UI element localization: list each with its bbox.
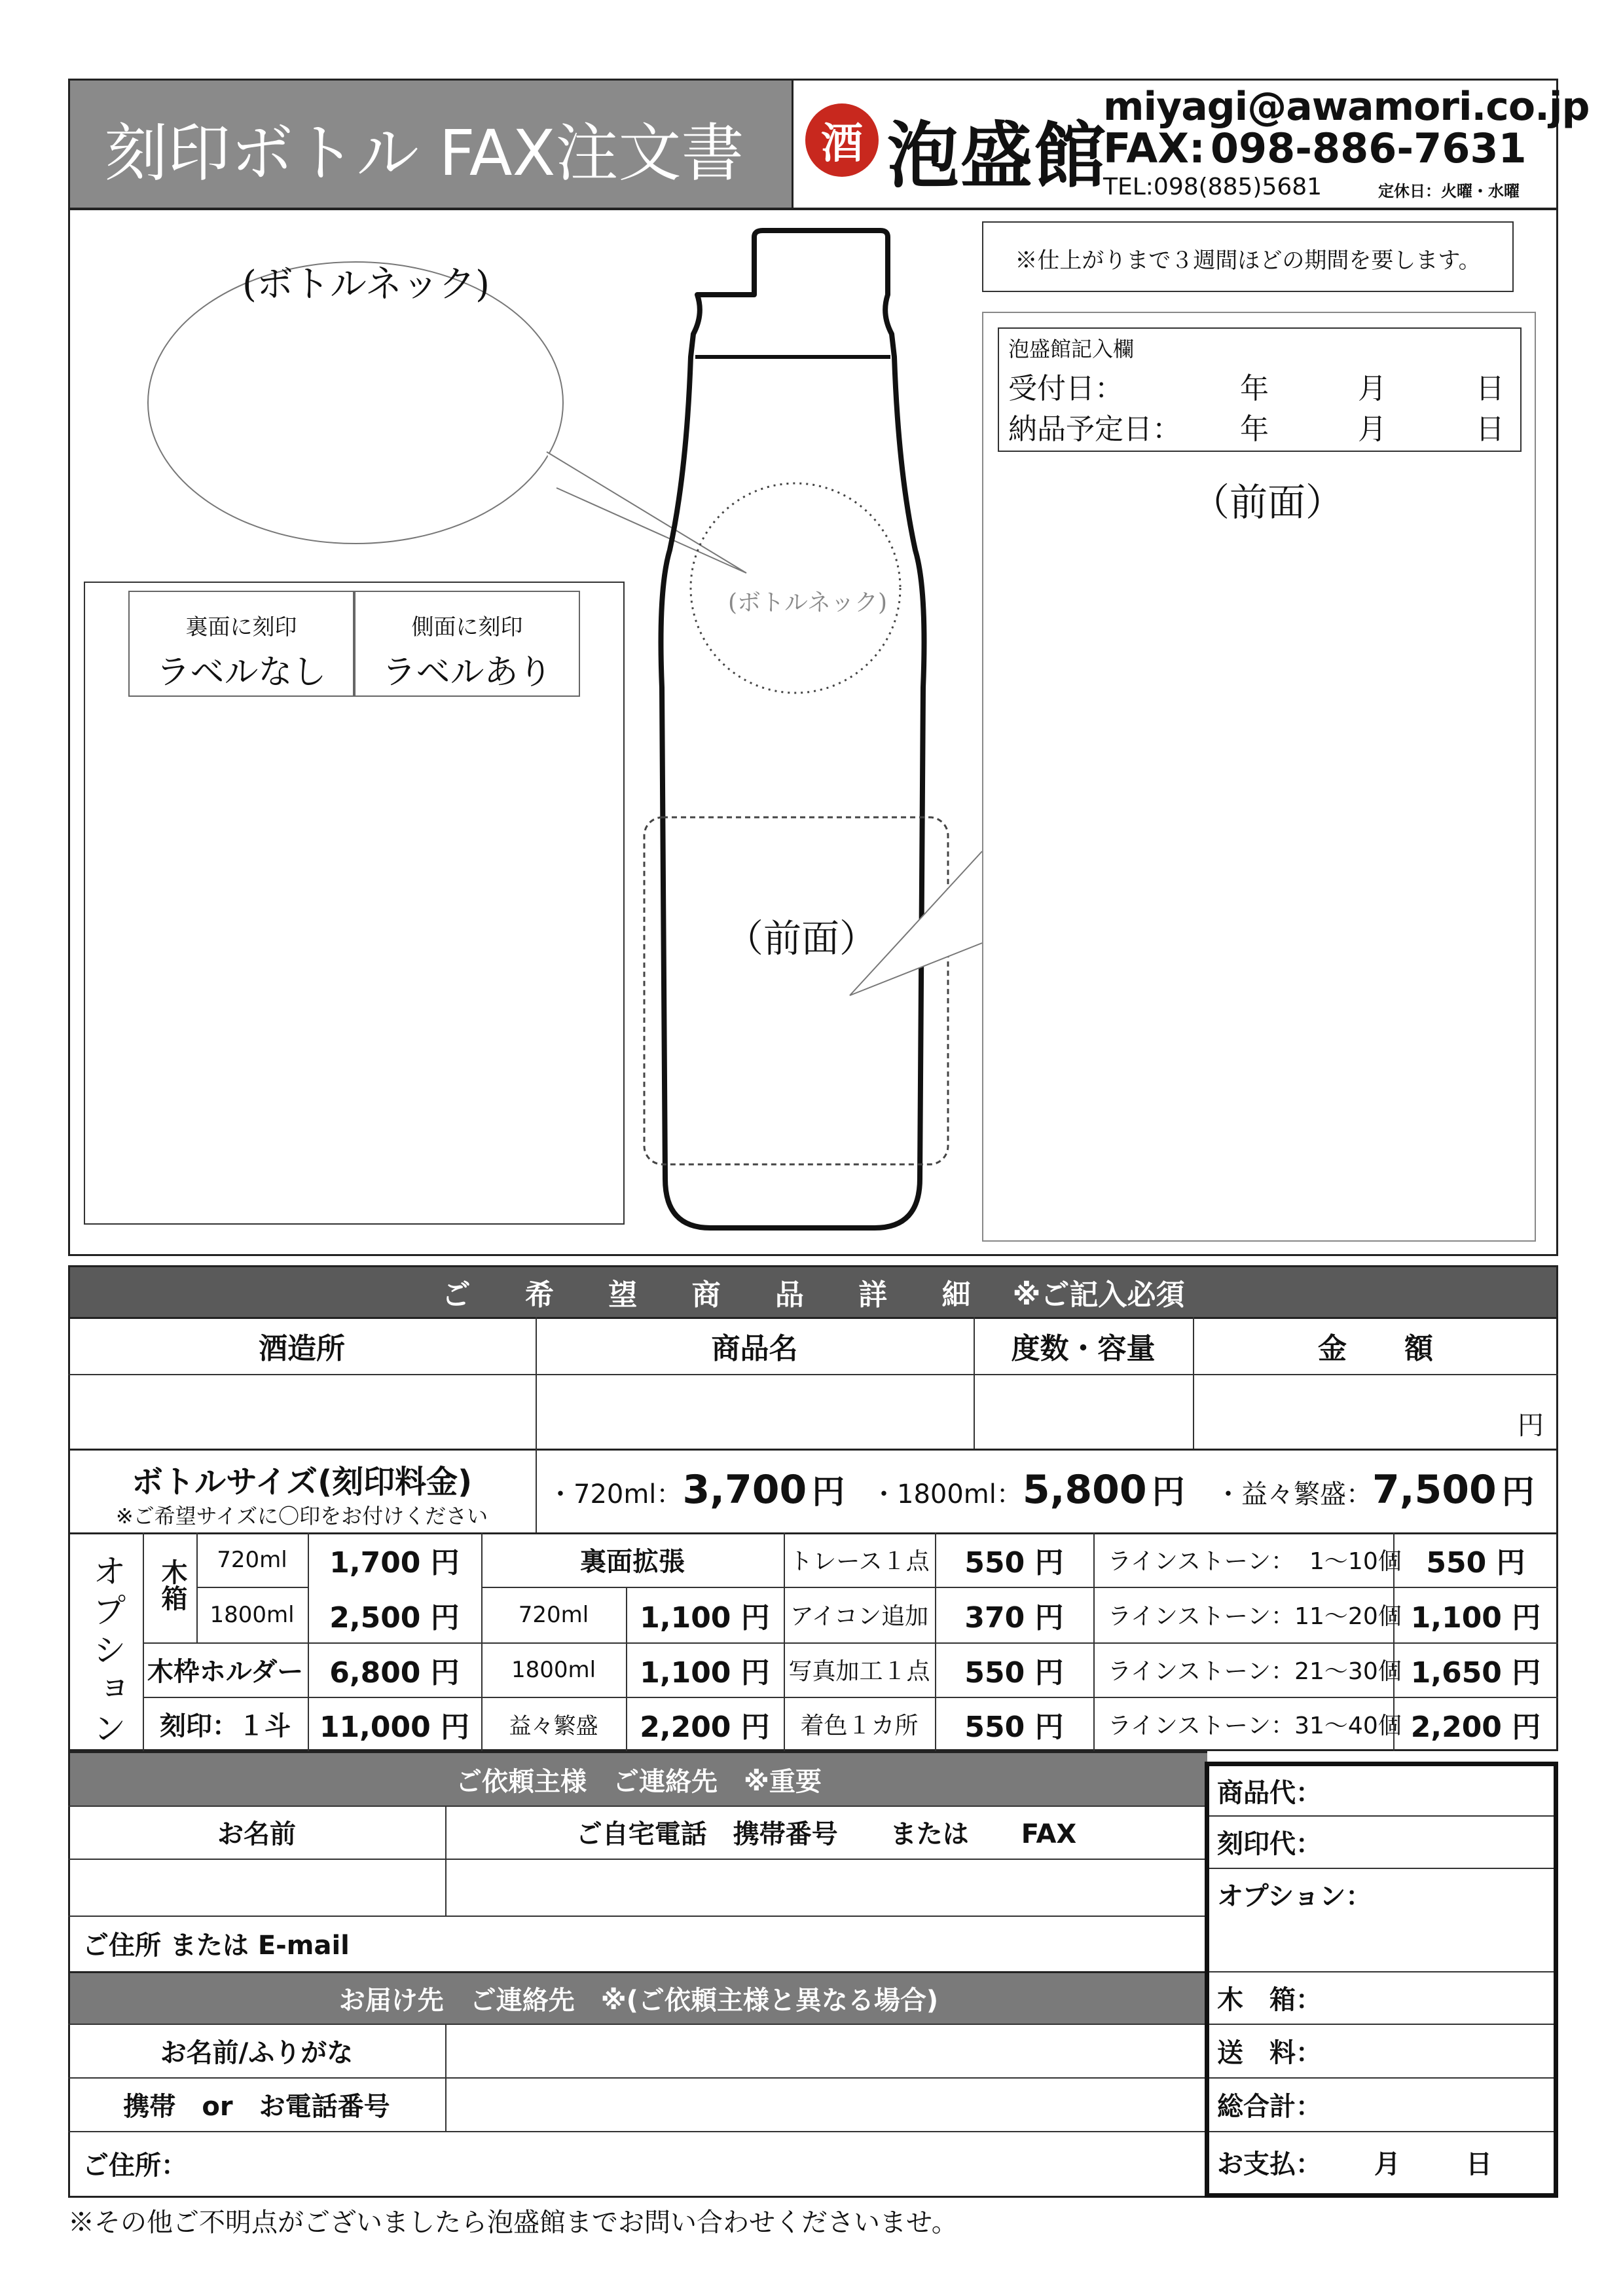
abv-volume-input[interactable]: [974, 1374, 1193, 1449]
logo-glyph: 酒: [821, 119, 863, 168]
notice-text: ※仕上がりまで３週間ほどの期間を要します。: [1015, 248, 1481, 274]
total-wood-box[interactable]: 木 箱：: [1217, 1984, 1322, 2015]
shop-email: miyagi@awamori.co.jp: [1103, 84, 1590, 130]
opt-rs4-price[interactable]: 2,200 円: [1410, 1710, 1541, 1744]
size3-label: ・益々繁盛：: [1215, 1479, 1372, 1509]
opt-be-masu: 益々繁盛: [509, 1713, 598, 1739]
col-brewery: 酒造所: [259, 1331, 345, 1365]
del-phone-input[interactable]: [445, 2077, 1207, 2131]
size1-price: 3,700: [682, 1467, 807, 1513]
wood-box-text: 木箱: [157, 1559, 187, 1611]
total-engrave-fee[interactable]: 刻印代：: [1217, 1828, 1322, 1859]
fax-label: FAX: [1103, 124, 1190, 172]
shop-name: 泡盛館: [887, 113, 1107, 198]
delivery-year: 年: [1240, 413, 1269, 446]
side-engrave-title: 側面に刻印: [411, 614, 523, 640]
del-name-label: お名前/ふりがな: [160, 2037, 354, 2068]
size1-yen: 円: [812, 1473, 845, 1511]
opt-trace: トレース１点: [789, 1548, 930, 1575]
del-name-input[interactable]: [445, 2024, 1207, 2077]
side-engrave-value: ラベルあり: [382, 653, 553, 692]
size-option-720[interactable]: [547, 1466, 845, 1513]
footer-note: ※その他ご不明点がございましたら泡盛館までお問い合わせくださいませ。: [68, 2208, 958, 2238]
opt-be-masu-price[interactable]: 2,200 円: [640, 1710, 770, 1744]
opt-be-720: 720ml: [518, 1601, 589, 1628]
size-option-1800[interactable]: [871, 1466, 1185, 1513]
delivery-month: 月: [1358, 413, 1387, 446]
page-title: 刻印ボトル FAX注文書: [105, 117, 744, 190]
received-label: 受付日：: [1008, 372, 1123, 405]
payment-label: お支払：: [1217, 2149, 1322, 2179]
opt-photo: 写真加工１点: [788, 1658, 930, 1685]
closed-days: 定休日：火曜・水曜: [1378, 182, 1520, 200]
delivery-header: [70, 1971, 1207, 2024]
del-phone-label: 携帯 or お電話番号: [123, 2091, 390, 2122]
fax-number: 098-886-7631: [1210, 124, 1527, 172]
neck-bubble-label: (ボトルネック): [242, 263, 490, 306]
received-day: 日: [1476, 372, 1504, 405]
opt-be-1800-price[interactable]: 1,100 円: [640, 1656, 770, 1690]
opt-icon-add: アイコン追加: [790, 1603, 929, 1630]
product-section-header: [70, 1267, 1556, 1317]
office-use-box: [998, 327, 1522, 452]
opt-color-price[interactable]: 550 円: [964, 1710, 1064, 1744]
requester-title: ご依頼主様 ご連絡先 ※重要: [456, 1766, 822, 1797]
size-row-divider: [536, 1449, 537, 1532]
opt-back-ext: 裏面拡張: [580, 1547, 685, 1577]
office-box-title: 泡盛館記入欄: [1008, 337, 1135, 361]
size1-label: ・720ml：: [547, 1479, 683, 1509]
opt-wb-1800-price[interactable]: 2,500 円: [329, 1601, 460, 1635]
delivery-day: 日: [1476, 413, 1504, 446]
product-section-title: ご 希 望 商 品 詳 細: [441, 1278, 993, 1312]
opt-rs3: ラインストーン：21〜30個: [1108, 1658, 1402, 1685]
back-engrave-value: ラベルなし: [156, 653, 327, 692]
opt-photo-price[interactable]: 550 円: [964, 1656, 1064, 1690]
side-engrave-option: [354, 591, 580, 697]
size-title: ボトルサイズ(刻印料金): [131, 1464, 473, 1500]
opt-trace-price[interactable]: 550 円: [964, 1546, 1064, 1580]
req-address-label[interactable]: ご住所 または E-mail: [82, 1931, 350, 1961]
total-option-fee[interactable]: オプション：: [1217, 1881, 1372, 1912]
delivery-title: お届け先 ご連絡先 ※(ご依頼主様と異なる場合): [338, 1986, 939, 2016]
opt-be-720-price[interactable]: 1,100 円: [640, 1601, 770, 1635]
opt-be-1800: 1800ml: [511, 1656, 596, 1683]
back-engrave-title: 裏面に刻印: [185, 614, 297, 640]
opt-rs1-price[interactable]: 550 円: [1426, 1546, 1525, 1580]
notice-box: [982, 221, 1514, 292]
opt-wb-720: 720ml: [217, 1546, 287, 1573]
size-option-masumasu[interactable]: [1215, 1466, 1535, 1513]
col-abv-volume: 度数・容量: [1011, 1331, 1156, 1365]
bottle-outline-icon: [661, 231, 924, 1228]
received-month: 月: [1358, 372, 1387, 405]
size2-price: 5,800: [1022, 1467, 1147, 1513]
brewery-input[interactable]: [68, 1374, 536, 1449]
payment-day: 日: [1466, 2149, 1492, 2179]
opt-holder: 木枠ホルダー: [147, 1657, 304, 1687]
options-label-text: オプション: [86, 1553, 126, 1750]
total-product-fee[interactable]: 商品代：: [1217, 1778, 1322, 1808]
delivery-label: 納品予定日：: [1008, 413, 1181, 446]
col-price: 金 額: [1318, 1331, 1433, 1365]
back-engrave-option: [128, 591, 354, 697]
received-year: 年: [1240, 372, 1269, 405]
opt-color: 着色１カ所: [800, 1713, 919, 1739]
front-engrave-area: [644, 817, 948, 1164]
opt-rs2: ラインストーン：11〜20個: [1108, 1603, 1402, 1630]
product-name-input[interactable]: [536, 1374, 974, 1449]
opt-icon-add-price[interactable]: 370 円: [964, 1601, 1064, 1635]
size2-yen: 円: [1152, 1473, 1185, 1511]
size3-price: 7,500: [1372, 1467, 1497, 1513]
requester-header: [70, 1753, 1207, 1805]
panel-front-label: （前面）: [1192, 480, 1344, 525]
opt-engrave-to-price[interactable]: 11,000 円: [319, 1710, 470, 1744]
neck-circle-label: (ボトルネック): [728, 589, 888, 616]
shop-tel: TEL:098(885)5681: [1103, 174, 1322, 200]
neck-bubble-pointer: [547, 452, 746, 573]
payment-month: 月: [1374, 2149, 1400, 2179]
required-note: ※ご記入必須: [1012, 1278, 1185, 1312]
opt-rs3-price[interactable]: 1,650 円: [1410, 1656, 1541, 1690]
opt-engrave-to: 刻印：１斗: [160, 1711, 291, 1741]
bottle-front-label: （前面）: [725, 916, 878, 961]
opt-rs4: ラインストーン：31〜40個: [1108, 1713, 1402, 1739]
opt-wb-720-price[interactable]: 1,700 円: [329, 1546, 460, 1580]
opt-holder-price[interactable]: 6,800 円: [329, 1656, 460, 1690]
grand-total[interactable]: 総合計：: [1217, 2091, 1322, 2122]
req-phone-label: ご自宅電話 携帯番号 または FAX: [575, 1819, 1077, 1849]
options-label: [85, 1553, 131, 1750]
total-shipping[interactable]: 送 料：: [1217, 2037, 1322, 2068]
wood-box-label: [152, 1559, 191, 1611]
size-note: ※ご希望サイズに〇印をお付けください: [115, 1504, 488, 1528]
price-yen-unit: 円: [1518, 1411, 1544, 1441]
size2-label: ・1800ml：: [871, 1479, 1023, 1509]
req-phone-input[interactable]: [445, 1859, 1207, 1916]
req-name-input[interactable]: [68, 1859, 445, 1916]
fax-line: FAX: 098-886-7631: [1103, 124, 1527, 172]
del-address-label[interactable]: ご住所：: [82, 2150, 187, 2181]
opt-rs1: ラインストーン： 1〜10個: [1108, 1548, 1402, 1575]
col-product-name: 商品名: [711, 1331, 798, 1365]
size3-yen: 円: [1501, 1473, 1535, 1511]
product-row-line-3: [68, 1449, 1558, 1451]
opt-wb-1800: 1800ml: [210, 1601, 295, 1628]
req-name-label: お名前: [217, 1819, 296, 1849]
payment-date[interactable]: [1209, 2131, 1554, 2193]
opt-rs2-price[interactable]: 1,100 円: [1410, 1601, 1541, 1635]
price-input[interactable]: [1193, 1374, 1558, 1449]
